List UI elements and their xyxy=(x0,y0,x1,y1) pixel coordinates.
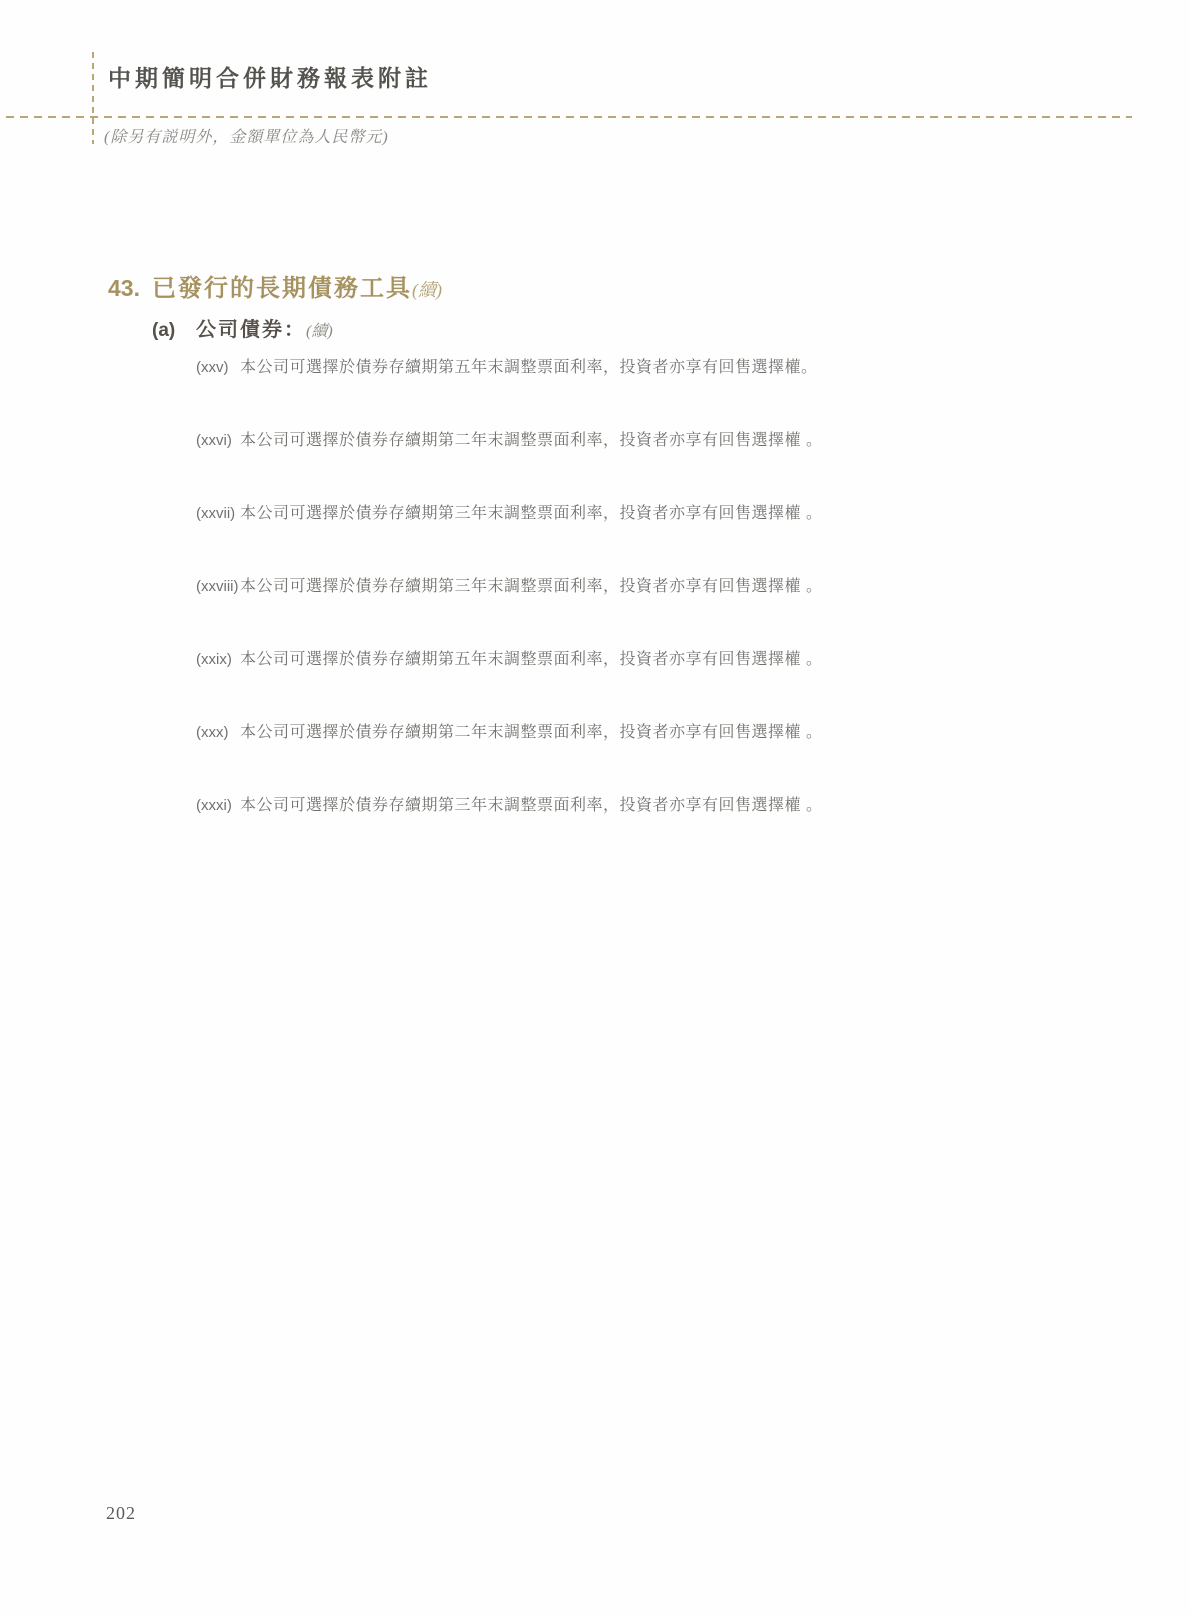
list-item xyxy=(196,502,896,525)
list-item-text: 本公司可選擇於債券存續期第二年末調整票面利率，投資者亦享有回售選擇權 。 xyxy=(240,432,823,449)
list-item-marker: (xxvi) xyxy=(196,432,232,449)
list-item-text: 本公司可選擇於債券存續期第三年末調整票面利率，投資者亦享有回售選擇權 。 xyxy=(240,578,823,595)
section-heading xyxy=(108,268,442,303)
header-dashed-divider xyxy=(6,116,1132,118)
section-continued-label: (續) xyxy=(412,280,442,300)
clause-list xyxy=(196,356,896,867)
document-subtitle: (除另有説明外，金額單位為人民幣元) xyxy=(104,129,389,146)
list-item-marker: (xxxi) xyxy=(196,797,232,814)
list-item-text: 本公司可選擇於債券存續期第三年末調整票面利率，投資者亦享有回售選擇權 。 xyxy=(240,505,823,522)
left-dashed-rule xyxy=(92,52,94,144)
list-item-marker: (xxix) xyxy=(196,651,232,668)
list-item xyxy=(196,648,896,671)
list-item-text: 本公司可選擇於債券存續期第二年末調整票面利率，投資者亦享有回售選擇權 。 xyxy=(240,724,823,741)
section-number: 43. xyxy=(108,275,140,301)
list-item-text: 本公司可選擇於債券存續期第五年末調整票面利率，投資者亦享有回售選擇權 。 xyxy=(240,651,823,668)
subsection-heading xyxy=(152,313,333,342)
list-item xyxy=(196,575,896,598)
list-item-text: 本公司可選擇於債券存續期第五年末調整票面利率，投資者亦享有回售選擇權。 xyxy=(240,359,818,376)
list-item xyxy=(196,721,896,744)
list-item-marker: (xxx) xyxy=(196,724,229,741)
list-item xyxy=(196,356,896,379)
page-number: 202 xyxy=(106,1503,136,1523)
section-title: 已發行的長期債務工具 xyxy=(152,275,412,302)
list-item xyxy=(196,429,896,452)
list-item xyxy=(196,794,896,817)
list-item-marker: (xxviii) xyxy=(196,578,239,595)
list-item-marker: (xxvii) xyxy=(196,505,236,522)
subsection-continued-label: (續) xyxy=(306,323,333,340)
list-item-text: 本公司可選擇於債券存續期第三年末調整票面利率，投資者亦享有回售選擇權 。 xyxy=(240,797,823,814)
subsection-marker: (a) xyxy=(152,320,176,341)
list-item-marker: (xxv) xyxy=(196,359,229,376)
subsection-title: 公司債券： xyxy=(196,319,306,341)
document-title: 中期簡明合併財務報表附註 xyxy=(108,66,432,91)
